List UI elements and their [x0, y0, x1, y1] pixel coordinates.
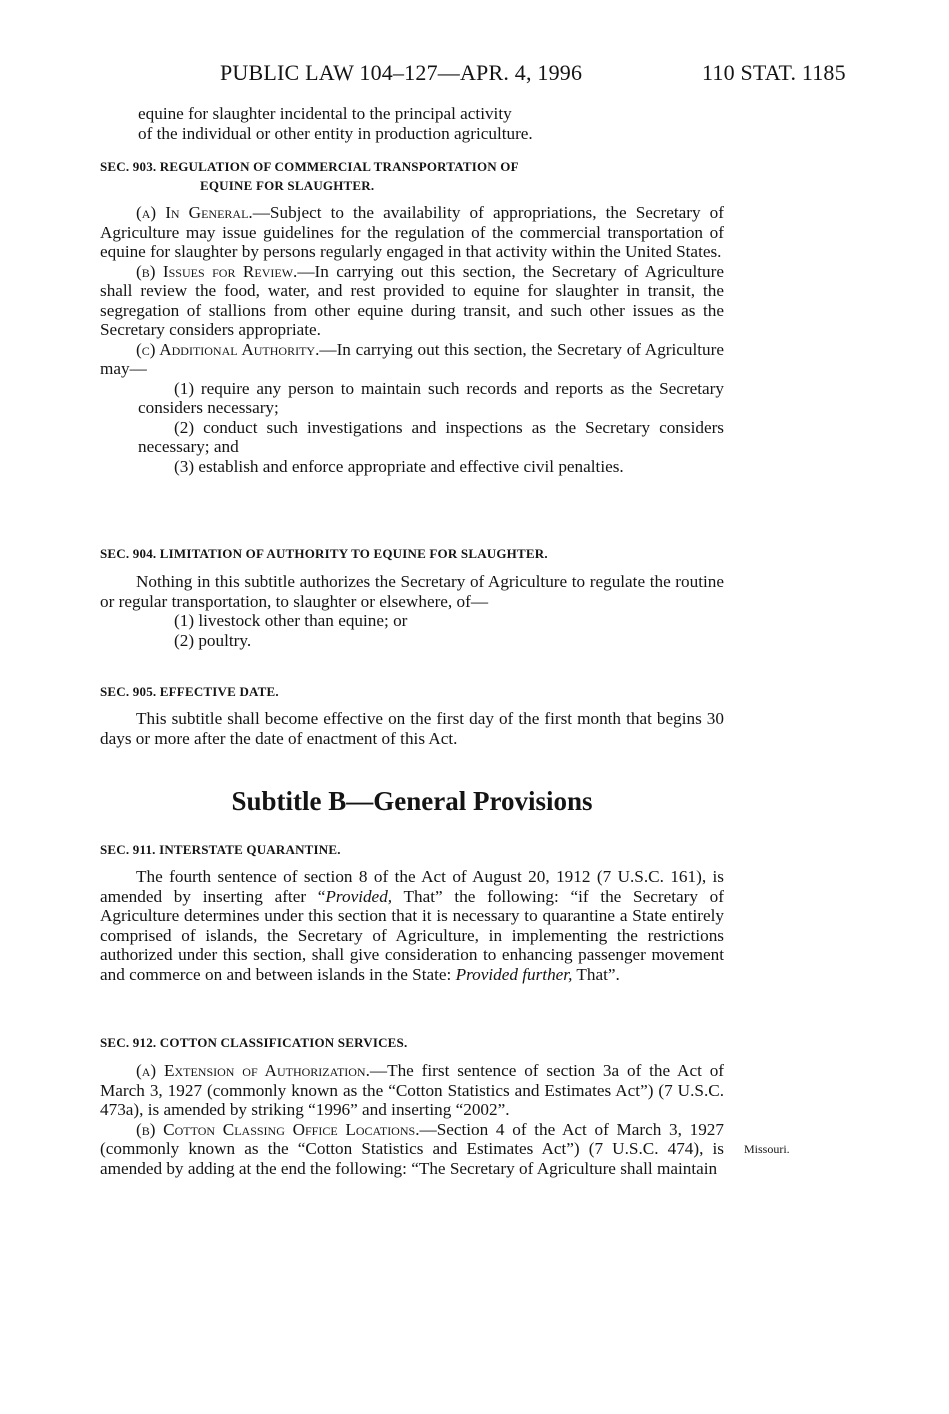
- sec-904-heading: SEC. 904. LIMITATION OF AUTHORITY TO EQUINE FOR SLAUGHTER.: [100, 546, 548, 561]
- sec-911-italic-1: Provided,: [325, 886, 393, 906]
- sec-912-b-label: (b) Cotton Classing Office Locations.: [136, 1119, 420, 1139]
- sec-911-italic-2: Provided further,: [455, 964, 573, 984]
- sec-903-c: [100, 340, 724, 379]
- sec-903-heading-line-1: SEC. 903. REGULATION OF COMMERCIAL TRANSPORTATION OF: [100, 159, 519, 174]
- subtitle-heading: Subtitle B—General Provisions: [231, 786, 593, 816]
- running-header: PUBLIC LAW 104–127—APR. 4, 1996: [220, 60, 583, 85]
- sec-903-body: [100, 203, 724, 476]
- sec-903-c-1: (1) require any person to maintain such records and reports as the Secretary considers necessary;: [138, 378, 724, 417]
- page-citation: 110 STAT. 1185: [702, 60, 846, 85]
- sec-903-c-2: (2) conduct such investigations and inspections as the Secretary considers necessary; and: [138, 417, 724, 456]
- sec-903-b-text: —In carrying out this section, the Secretary of Agriculture shall review the food, water, and rest provided to equine for slaughter in transit, the segregation of stallions from other equine during transit, and such other issues as the Secretary considers appropriate.: [100, 261, 724, 339]
- sec-903-c-label: (c) Additional Authority.: [136, 339, 320, 359]
- sec-911-text-part-2: That” the following: “if the Secretary of Agriculture determines under this section that it is necessary to quarantine a State entirely comprised of islands, the Secretary of Agriculture, in implementing the restrictions authorized under this section, shall give consideration to enhancing passenger movement and commerce on and between islands in the State:: [100, 886, 724, 984]
- sec-911-text: [100, 867, 724, 984]
- continuation-line-1: equine for slaughter incidental to the principal activity: [138, 104, 512, 123]
- sec-911-heading: SEC. 911. INTERSTATE QUARANTINE.: [100, 842, 341, 857]
- continuation-line-2: of the individual or other entity in production agriculture.: [138, 123, 533, 143]
- continuation-paragraph: [100, 104, 724, 143]
- sec-912-b-text: —Section 4 of the Act of March 3, 1927 (commonly known as the “Cotton Statistics and Estimates Act”) (7 U.S.C. 474), is amended by adding at the end the following: “The Secretary of Agriculture shall maintain: [100, 1119, 724, 1178]
- sec-905-text: This subtitle shall become effective on the first day of the first month that begins 30 days or more after the date of enactment of this Act.: [100, 709, 724, 748]
- sec-903-b: [100, 262, 724, 340]
- sec-904-body: [100, 572, 724, 650]
- sec-912-a-text: —The first sentence of section 3a of the Act of March 3, 1927 (commonly known as the “Cotton Statistics and Estimates Act”) (7 U.S.C. 473a), is amended by striking “1996” and inserting “2002”.: [100, 1061, 725, 1119]
- sec-912-b: [100, 1120, 724, 1179]
- sec-904-item-1: (1) livestock other than equine; or: [174, 611, 408, 630]
- sec-912-a: [100, 1061, 724, 1120]
- sec-912-body: [100, 1061, 724, 1178]
- sec-904-text: Nothing in this subtitle authorizes the Secretary of Agriculture to regulate the routine or regular transportation, to slaughter or elsewhere, of—: [100, 572, 724, 611]
- sec-903-c-3: (3) establish and enforce appropriate and effective civil penalties.: [174, 456, 624, 476]
- sec-903-heading: [100, 157, 724, 195]
- sec-903-c-text: —In carrying out this section, the Secretary of Agriculture may—: [100, 339, 724, 378]
- sec-912-heading: SEC. 912. COTTON CLASSIFICATION SERVICES.: [100, 1035, 408, 1050]
- sec-911-body: [100, 867, 724, 984]
- sec-903-heading-line-2: EQUINE FOR SLAUGHTER.: [200, 178, 375, 193]
- sec-903-a: [100, 203, 724, 262]
- sec-905-heading: SEC. 905. EFFECTIVE DATE.: [100, 684, 279, 699]
- margin-note: Missouri.: [744, 1142, 790, 1156]
- sec-911-text-part-3: That”.: [572, 964, 620, 984]
- sec-903-a-text: —Subject to the availability of appropriations, the Secretary of Agriculture may issue guidelines for the regulation of the commercial transportation of equine for slaughter by persons regularly engaged in that activity within the United States.: [100, 203, 724, 261]
- sec-904-item-2: (2) poultry.: [174, 630, 252, 650]
- sec-912-a-label: (a) Extension of Authorization.: [136, 1061, 370, 1080]
- sec-903-a-label: (a) In General.: [136, 203, 253, 222]
- sec-903-b-label: (b) Issues for Review.: [136, 261, 298, 281]
- sec-911-text-part-1: The fourth sentence of section 8 of the Act of August 20, 1912 (7 U.S.C. 161), is amended by inserting after “: [100, 867, 724, 906]
- sec-905-body: [100, 709, 724, 748]
